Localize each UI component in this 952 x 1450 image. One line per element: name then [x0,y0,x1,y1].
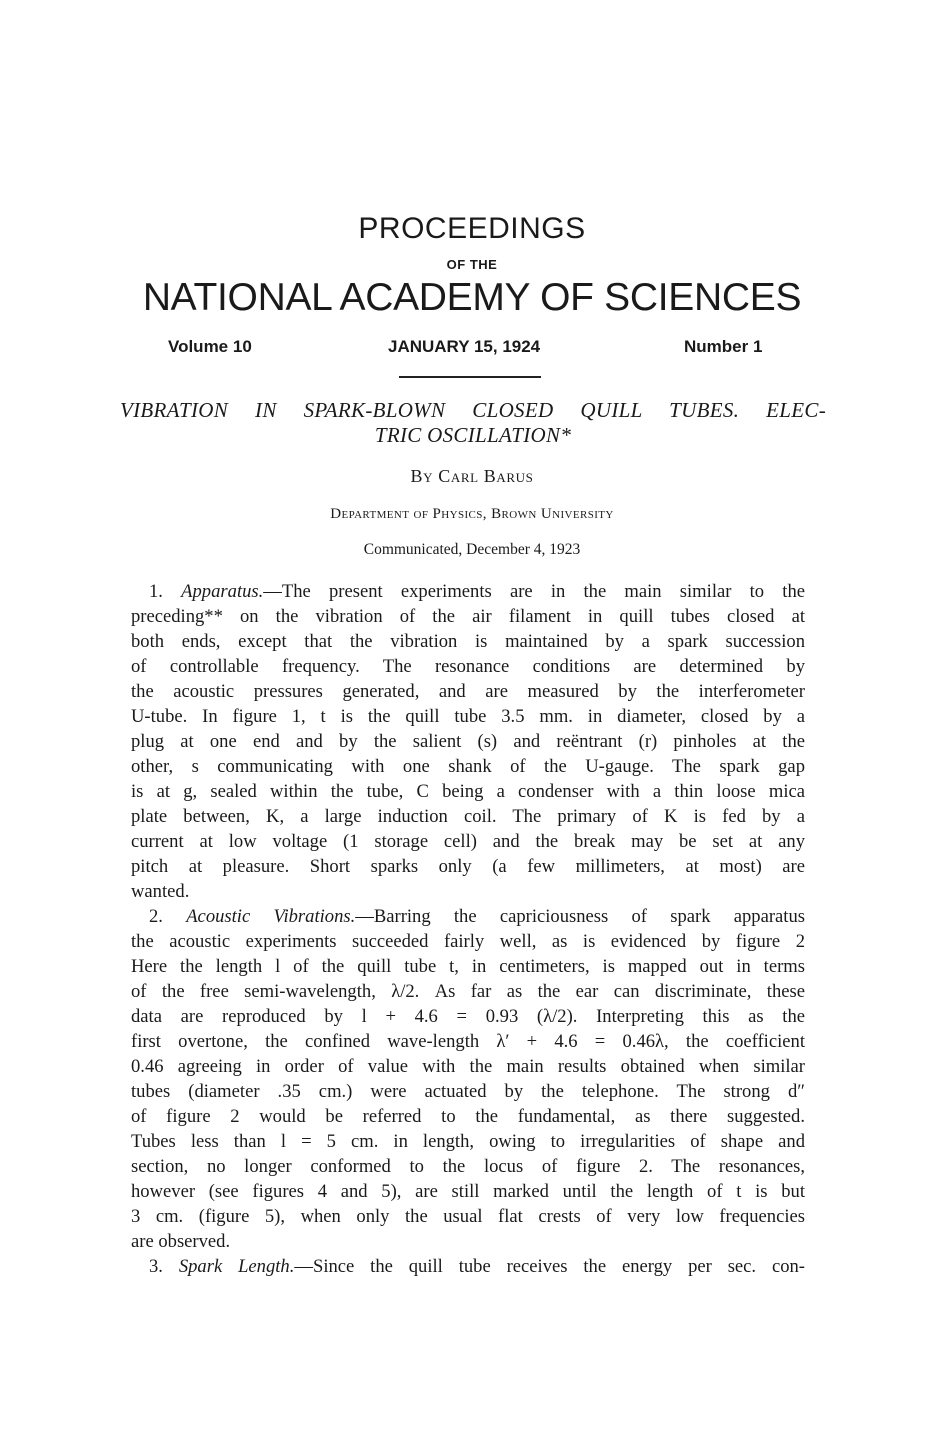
body-line: both ends, except that the vibration is maintained by a spark succession [131,631,805,652]
body-line: the acoustic pressures generated, and are measured by the interferometer [131,681,805,702]
header-rule [399,376,541,378]
journal-proceedings: PROCEEDINGS [358,212,586,245]
body-line: of controllable frequency. The resonance conditions are determined by [131,656,805,677]
section-number: 2. [149,906,163,927]
issue-number: Number 1 [684,337,763,356]
journal-academy-name: NATIONAL ACADEMY OF SCIENCES [142,276,802,319]
section-number: 1. [149,581,163,602]
body-line: current at low voltage (1 storage cell) and the break may be set at any [131,831,805,852]
section-heading: Acoustic Vibrations. [186,906,356,927]
article-title [120,398,826,448]
section-heading: Spark Length. [178,1256,295,1277]
section-number: 3. [149,1256,163,1277]
body-line: 0.46 agreeing in order of value with the main results obtained when similar [131,1056,805,1077]
body-line [131,1254,805,1279]
volume-label: Volume 10 [168,337,252,356]
body-line [131,904,805,929]
body-line: first overtone, the confined wave-length λ′ + 4.6 = 0.46λ, the coefficient [131,1031,805,1052]
body-line: is at g, sealed within the tube, C being a condenser with a thin loose mica [131,781,805,802]
body-line: U-tube. In figure 1, t is the quill tube 3.5 mm. in diameter, closed by a [131,706,805,727]
section-text: —Barring the capriciousness of spark apparatus [355,906,805,927]
body-line: however (see figures 4 and 5), are still marked until the length of t is but [131,1181,805,1202]
article-communicated: Communicated, December 4, 1923 [363,541,581,558]
body-line: data are reproduced by l + 4.6 = 0.93 (λ/2). Interpreting this as the [131,1006,805,1027]
journal-of-the: OF THE [446,257,498,272]
body-line: plate between, K, a large induction coil. The primary of K is fed by a [131,806,805,827]
body-line: 3 cm. (figure 5), when only the usual flat crests of very low frequencies [131,1206,805,1227]
body-line: preceding** on the vibration of the air filament in quill tubes closed at [131,606,805,627]
body-line [131,579,805,604]
article-body [131,579,805,1279]
body-line: section, no longer conformed to the locus of figure 2. The resonances, [131,1156,805,1177]
body-line: Tubes less than l = 5 cm. in length, owing to irregularities of shape and [131,1131,805,1152]
article-byline: By Carl Barus [410,466,534,486]
body-line: pitch at pleasure. Short sparks only (a few millimeters, at most) are [131,856,805,877]
body-line: are observed. [131,1231,231,1252]
section-text: —Since the quill tube receives the energy per sec. con- [294,1256,805,1277]
section-heading: Apparatus. [181,581,264,602]
body-line: the acoustic experiments succeeded fairly well, as is evidenced by figure 2 [131,931,805,952]
body-line: other, s communicating with one shank of the U-gauge. The spark gap [131,756,805,777]
body-line: tubes (diameter .35 cm.) were actuated by the telephone. The strong d″ [131,1081,805,1102]
body-line: wanted. [131,881,190,902]
body-line: of the free semi-wavelength, λ/2. As far as the ear can discriminate, these [131,981,805,1002]
body-line: of figure 2 would be referred to the fundamental, as there suggested. [131,1106,805,1127]
body-line: plug at one end and by the salient (s) and reëntrant (r) pinholes at the [131,731,805,752]
article-title-line-1: VIBRATION IN SPARK-BLOWN CLOSED QUILL TUBES. ELEC- [120,398,826,422]
article-title-line-2: TRIC OSCILLATION* [374,423,572,447]
issue-date: JANUARY 15, 1924 [388,337,541,356]
article-department: Department of Physics, Brown University [330,506,614,522]
body-line: Here the length l of the quill tube t, in centimeters, is mapped out in terms [131,956,805,977]
section-text: —The present experiments are in the main similar to the [263,581,805,602]
